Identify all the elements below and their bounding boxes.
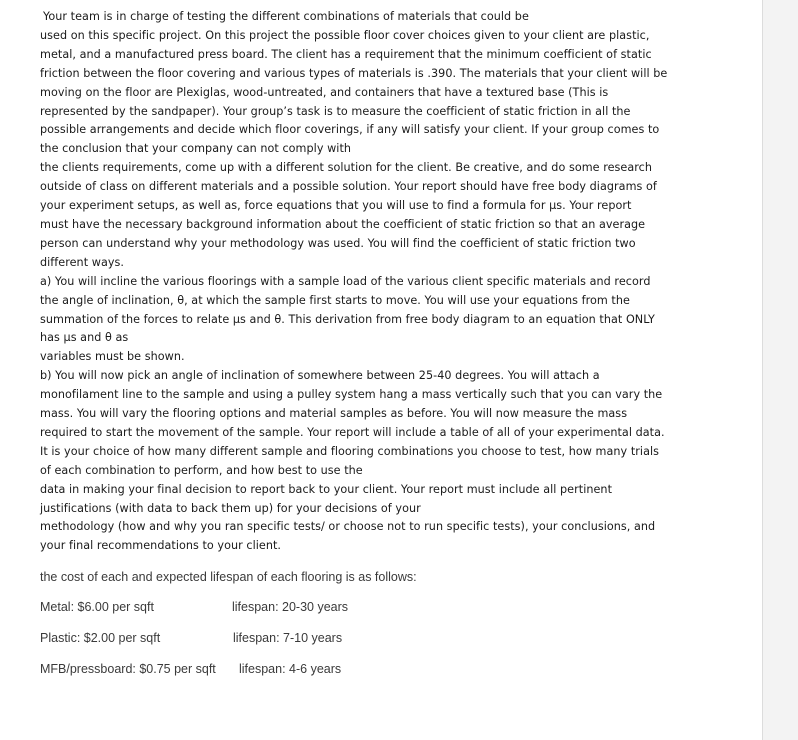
text-line: monofilament line to the sample and using a pulley system hang a mass vertically such that you can vary the: [40, 388, 663, 402]
scrollbar-track[interactable]: [762, 0, 798, 740]
text-line: used on this specific project. On this project the possible floor cover choices given to your client are plastic,: [40, 28, 650, 42]
text-line: the clients requirements, come up with a different solution for the client. Be creative, and do some research: [40, 161, 653, 175]
text-line: summation of the forces to relate μs and θ. This derivation from free body diagram to an equation that ONLY: [40, 312, 655, 326]
flooring-cost-section: [40, 569, 740, 678]
cost-lifespan: lifespan: 20-30 years: [232, 600, 349, 614]
text-line: the angle of inclination, θ, at which the sample first starts to move. You will use your equations from the: [40, 293, 630, 307]
text-line: a) You will incline the various floorings with a sample load of the various client specific materials and record: [40, 274, 651, 288]
text-line: metal, and a manufactured press board. The client has a requirement that the minimum coefficient of static: [40, 47, 652, 61]
cost-lifespan: lifespan: 7-10 years: [233, 631, 343, 645]
cost-price: Metal: $6.00 per sqft: [40, 600, 154, 614]
text-line: b) You will now pick an angle of inclination of somewhere between 25-40 degrees. You will attach a: [40, 369, 600, 383]
text-line: variables must be shown.: [40, 350, 185, 364]
text-line: has μs and θ as: [40, 331, 129, 345]
cost-lifespan: lifespan: 4-6 years: [239, 662, 342, 676]
cost-row-pressboard: [40, 662, 740, 678]
text-line: your final recommendations to your client.: [40, 539, 282, 553]
text-line: moving on the floor are Plexiglas, wood-untreated, and containers that have a textured base (This is: [40, 85, 609, 99]
text-line: It is your choice of how many different sample and flooring combinations you choose to test, how many trials: [40, 444, 660, 458]
cost-row-plastic: [40, 631, 740, 647]
text-line: your experiment setups, as well as, force equations that you will use to find a formula for μs. Your report: [40, 199, 632, 213]
assignment-text: [40, 8, 680, 556]
text-line: different ways.: [40, 255, 125, 269]
text-line: person can understand why your methodology was used. You will find the coefficient of static friction two: [40, 236, 636, 250]
text-line: friction between the floor covering and various types of materials is .390. The materials that your client will be: [40, 66, 668, 80]
text-line: Your team is in charge of testing the different combinations of materials that could be: [43, 10, 529, 23]
text-line: methodology (how and why you ran specific tests/ or choose not to run specific tests), your conclusions, and: [40, 520, 656, 534]
text-line: justifications (with data to back them up) for your decisions of your: [40, 501, 421, 515]
text-line: possible arrangements and decide which floor coverings, if any will satisfy your client. If your group comes to: [40, 123, 660, 137]
text-line: outside of class on different materials and a possible solution. Your report should have free body diagrams of: [40, 180, 657, 194]
cost-intro: the cost of each and expected lifespan of each flooring is as follows:: [40, 570, 417, 584]
text-line: required to start the movement of the sample. Your report will include a table of all of your experimental data.: [40, 425, 665, 439]
text-line: mass. You will vary the flooring options and material samples as before. You will now measure the mass: [40, 407, 628, 421]
text-line: of each combination to perform, and how best to use the: [40, 463, 363, 477]
text-line: data in making your final decision to report back to your client. Your report must include all pertinent: [40, 482, 613, 496]
text-line: represented by the sandpaper). Your group’s task is to measure the coefficient of static friction in all the: [40, 104, 631, 118]
cost-price: Plastic: $2.00 per sqft: [40, 631, 161, 645]
cost-row-metal: [40, 600, 740, 616]
text-line: must have the necessary background information about the coefficient of static friction so that an average: [40, 217, 646, 231]
text-line: the conclusion that your company can not comply with: [40, 142, 352, 156]
cost-price: MFB/pressboard: $0.75 per sqft: [40, 662, 216, 676]
